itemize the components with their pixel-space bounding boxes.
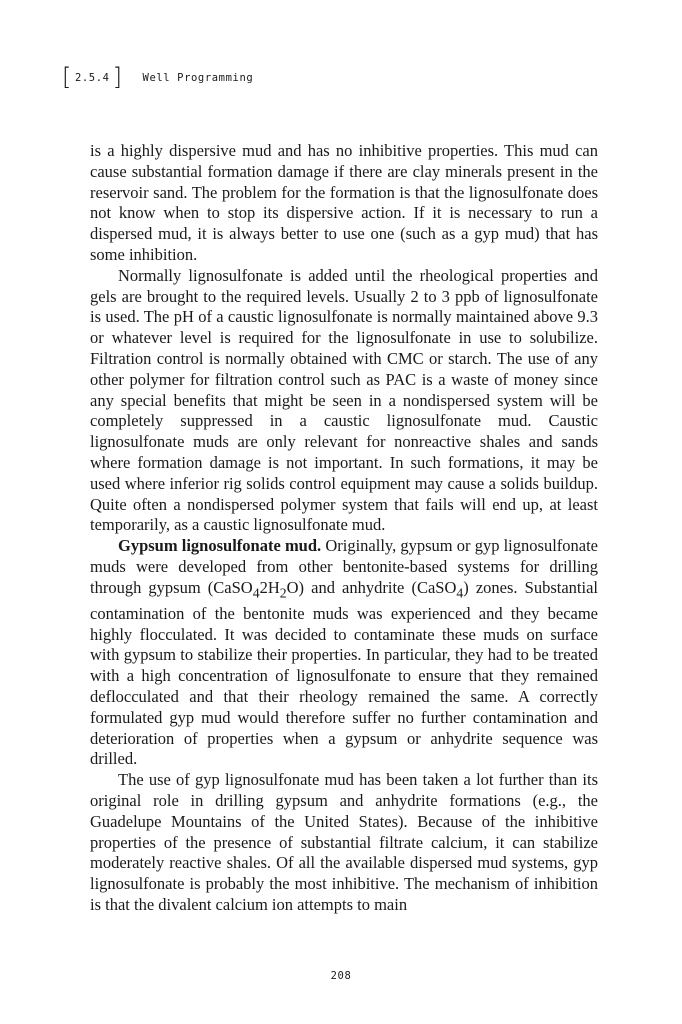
section-number: 2.5.4 (74, 72, 110, 84)
chemical-subscript: 4 (456, 585, 464, 601)
paragraph-continuation: is a highly dispersive mud and has no inhibitive properties. This mud can cause substantial formation damage if there are clay minerals present in the reservoir sand. The problem for the formation is that the lignosulfonate does not know when to stop its dispersive action. If it is necessary to run a dispersed mud, it is always better to use one (such as a gyp mud) that has some inhibition. (90, 141, 598, 264)
chemical-subscript: 2 (279, 585, 287, 601)
body-text (90, 141, 598, 916)
paragraph-text-segment: O) and anhydrite (CaSO (286, 577, 457, 597)
paragraph-text-segment: ) zones. Substantial contamination of the bentonite muds was experienced and they became highly flocculated. It was decided to contaminate these muds on surface with gypsum to stabilize their properties. In particular, they had to be treated with a high concentration of lignosulfonate to ensure that they remained deflocculated and that their rheology remained the same. A correctly formulated gyp mud would therefore suffer no further contamination and deterioration of properties when a gypsum or anhydrite sequence was drilled. (90, 577, 598, 769)
page-number: 208 (330, 970, 352, 982)
left-bracket-glyph: [ (62, 63, 72, 91)
running-title: Well Programming (142, 72, 254, 84)
paragraph-gyp-inhibition: The use of gyp lignosulfonate mud has been taken a lot further than its original role in drilling gypsum and anhydrite formations (e.g., the Guadelupe Mountains of the United States). Because of the inhibitive properties of the presence of substantial filtrate calcium, it can stabilize moderately reactive shales. Of all the available dispersed mud systems, gyp lignosulfonate is probably the most inhibitive. The mechanism of inhibition is that the divalent calcium ion attempts to main (90, 770, 598, 914)
section-run-in-heading: Gypsum lignosulfonate mud. (118, 536, 322, 556)
paragraph-text-segment: Originally, gypsum or gyp lignosulfonate muds were developed from other bentonite-based systems for drilling through gypsum (CaSO (90, 536, 598, 597)
paragraph-caustic-lignosulfonate: Normally lignosulfonate is added until the rheological properties and gels are brought to the required levels. Usually 2 to 3 ppb of lignosulfonate is used. The pH of a caustic lignosulfonate is normally maintained above 9.3 or whatever level is required for the lignosulfonate in use to solubilize. Filtration control is normally obtained with CMC or starch. The use of any other polymer for filtration control such as PAC is a waste of money since any special benefits that might be seen in a nondispersed system will be completely suppressed in a caustic lignosulfonate mud. Caustic lignosulfonate muds are only relevant for nonreactive shales and sands where formation damage is not important. In such formations, it may be used where inferior rig solids control equipment may cause a solids buildup. Quite often a nondispersed polymer system that fails will end up, at least temporarily, as a caustic lignosulfonate mud. (90, 265, 598, 535)
running-head (62, 64, 253, 92)
chemical-subscript: 4 (252, 585, 260, 601)
right-bracket-glyph: ] (112, 63, 123, 91)
paragraph-gypsum-lignosulfonate (90, 536, 598, 770)
paragraph-text-segment: 2H (259, 577, 280, 597)
